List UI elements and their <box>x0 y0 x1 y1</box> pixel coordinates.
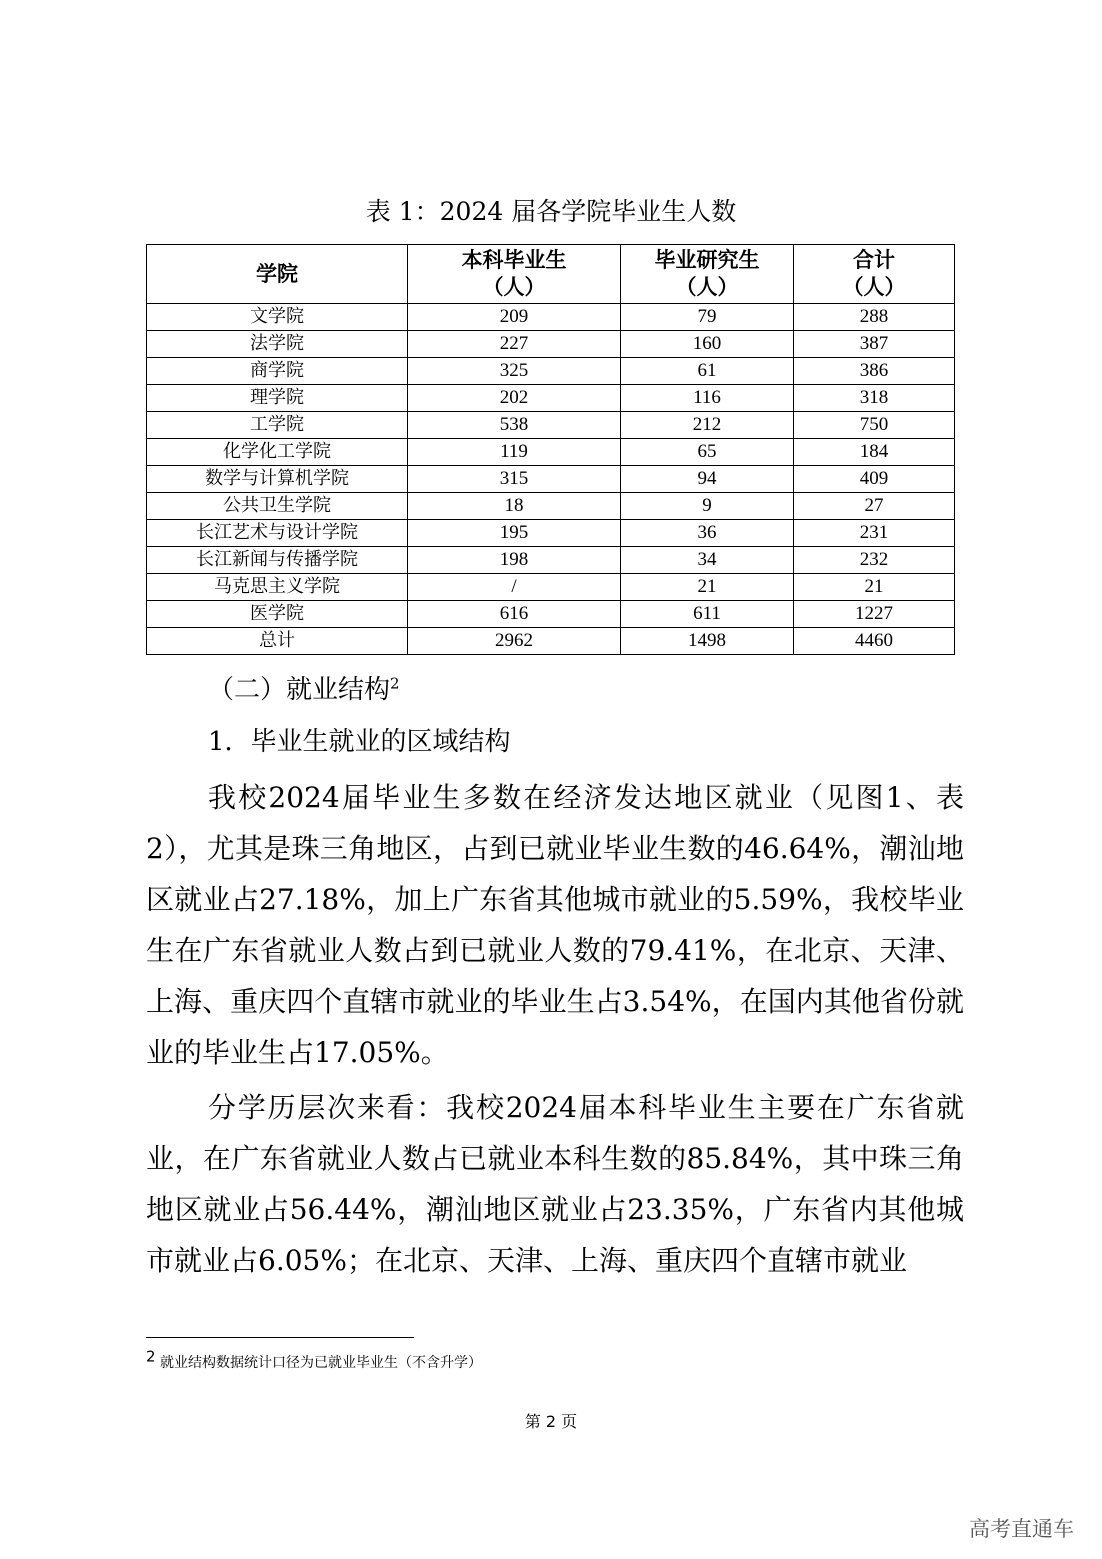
postgrad-cell: 65 <box>621 439 794 466</box>
college-cell: 医学院 <box>147 601 408 628</box>
college-cell: 公共卫生学院 <box>147 493 408 520</box>
undergrad-cell: / <box>408 574 621 601</box>
total-cell: 387 <box>794 331 955 358</box>
page-number: 第 2 页 <box>524 1412 578 1431</box>
table-row <box>147 493 955 520</box>
watermark: 高考直通车 <box>969 1517 1074 1541</box>
undergrad-cell: 315 <box>408 466 621 493</box>
total-cell: 288 <box>794 304 955 331</box>
postgrad-cell: 21 <box>621 574 794 601</box>
paragraph-regional: 我校2024届毕业生多数在经济发达地区就业（见图1、表2），尤其是珠三角地区，占到已就业毕业生数的46.64%，潮汕地区就业占27.18%，加上广东省其他城市就业的5.59%，我校毕业生在广东省就业人数占到已就业人数的79.41%，在北京、天津、上海、重庆四个直辖市就业的毕业生占3.54%，在国内其他省份就业的毕业生占17.05%。 <box>146 781 964 1069</box>
undergrad-cell: 325 <box>408 358 621 385</box>
college-cell: 法学院 <box>147 331 408 358</box>
postgrad-cell: 79 <box>621 304 794 331</box>
postgrad-cell: 9 <box>621 493 794 520</box>
table-row <box>147 412 955 439</box>
postgrad-cell: 160 <box>621 331 794 358</box>
undergrad-cell: 195 <box>408 520 621 547</box>
table-header-row <box>147 245 955 304</box>
header-undergrad: 本科毕业生 （人） <box>408 245 621 304</box>
total-cell: 231 <box>794 520 955 547</box>
graduates-table <box>146 244 955 655</box>
total-cell: 4460 <box>794 628 955 655</box>
table-row <box>147 466 955 493</box>
undergrad-cell: 2962 <box>408 628 621 655</box>
table-row <box>147 331 955 358</box>
undergrad-cell: 202 <box>408 385 621 412</box>
undergrad-cell: 227 <box>408 331 621 358</box>
header-college: 学院 <box>147 245 408 304</box>
footnote-ref: 2 <box>390 674 400 693</box>
total-cell: 184 <box>794 439 955 466</box>
postgrad-cell: 116 <box>621 385 794 412</box>
postgrad-cell: 36 <box>621 520 794 547</box>
footnote-divider <box>146 1337 414 1338</box>
total-cell: 1227 <box>794 601 955 628</box>
undergrad-cell: 198 <box>408 547 621 574</box>
table-row <box>147 439 955 466</box>
table-row <box>147 358 955 385</box>
table-row <box>147 520 955 547</box>
section-subheading: 1．毕业生就业的区域结构 <box>208 727 511 757</box>
postgrad-cell: 61 <box>621 358 794 385</box>
college-cell: 数学与计算机学院 <box>147 466 408 493</box>
table-row <box>147 601 955 628</box>
table-caption: 表 1：2024 届各学院毕业生人数 <box>365 197 737 226</box>
total-cell: 21 <box>794 574 955 601</box>
total-cell: 386 <box>794 358 955 385</box>
undergrad-cell: 119 <box>408 439 621 466</box>
table-row <box>147 547 955 574</box>
undergrad-cell: 18 <box>408 493 621 520</box>
header-total: 合计 （人） <box>794 245 955 304</box>
postgrad-cell: 212 <box>621 412 794 439</box>
section-heading: （二）就业结构$^2$ <box>208 674 400 705</box>
undergrad-cell: 538 <box>408 412 621 439</box>
college-cell: 马克思主义学院 <box>147 574 408 601</box>
college-cell: 商学院 <box>147 358 408 385</box>
postgrad-cell: 94 <box>621 466 794 493</box>
paragraph-degree-level: 分学历层次来看：我校2024届本科毕业生主要在广东省就业，在广东省就业人数占已就业本科生数的85.84%，其中珠三角地区就业占56.44%，潮汕地区就业占23.35%，广东省内其他城市就业占6.05%；在北京、天津、上海、重庆四个直辖市就业 <box>146 1091 964 1277</box>
table-row <box>147 628 955 655</box>
postgrad-cell: 1498 <box>621 628 794 655</box>
total-cell: 27 <box>794 493 955 520</box>
table-row <box>147 304 955 331</box>
college-cell: 工学院 <box>147 412 408 439</box>
college-cell: 文学院 <box>147 304 408 331</box>
table-row <box>147 385 955 412</box>
undergrad-cell: 616 <box>408 601 621 628</box>
header-postgrad: 毕业研究生 （人） <box>621 245 794 304</box>
college-cell: 长江艺术与设计学院 <box>147 520 408 547</box>
college-cell: 理学院 <box>147 385 408 412</box>
total-cell: 750 <box>794 412 955 439</box>
footnote: $^2$ 就业结构数据统计口径为已就业毕业生（不含升学） <box>146 1347 482 1371</box>
total-cell: 232 <box>794 547 955 574</box>
undergrad-cell: 209 <box>408 304 621 331</box>
college-cell: 总计 <box>147 628 408 655</box>
college-cell: 长江新闻与传播学院 <box>147 547 408 574</box>
total-cell: 409 <box>794 466 955 493</box>
total-cell: 318 <box>794 385 955 412</box>
college-cell: 化学化工学院 <box>147 439 408 466</box>
postgrad-cell: 611 <box>621 601 794 628</box>
postgrad-cell: 34 <box>621 547 794 574</box>
table-row <box>147 574 955 601</box>
